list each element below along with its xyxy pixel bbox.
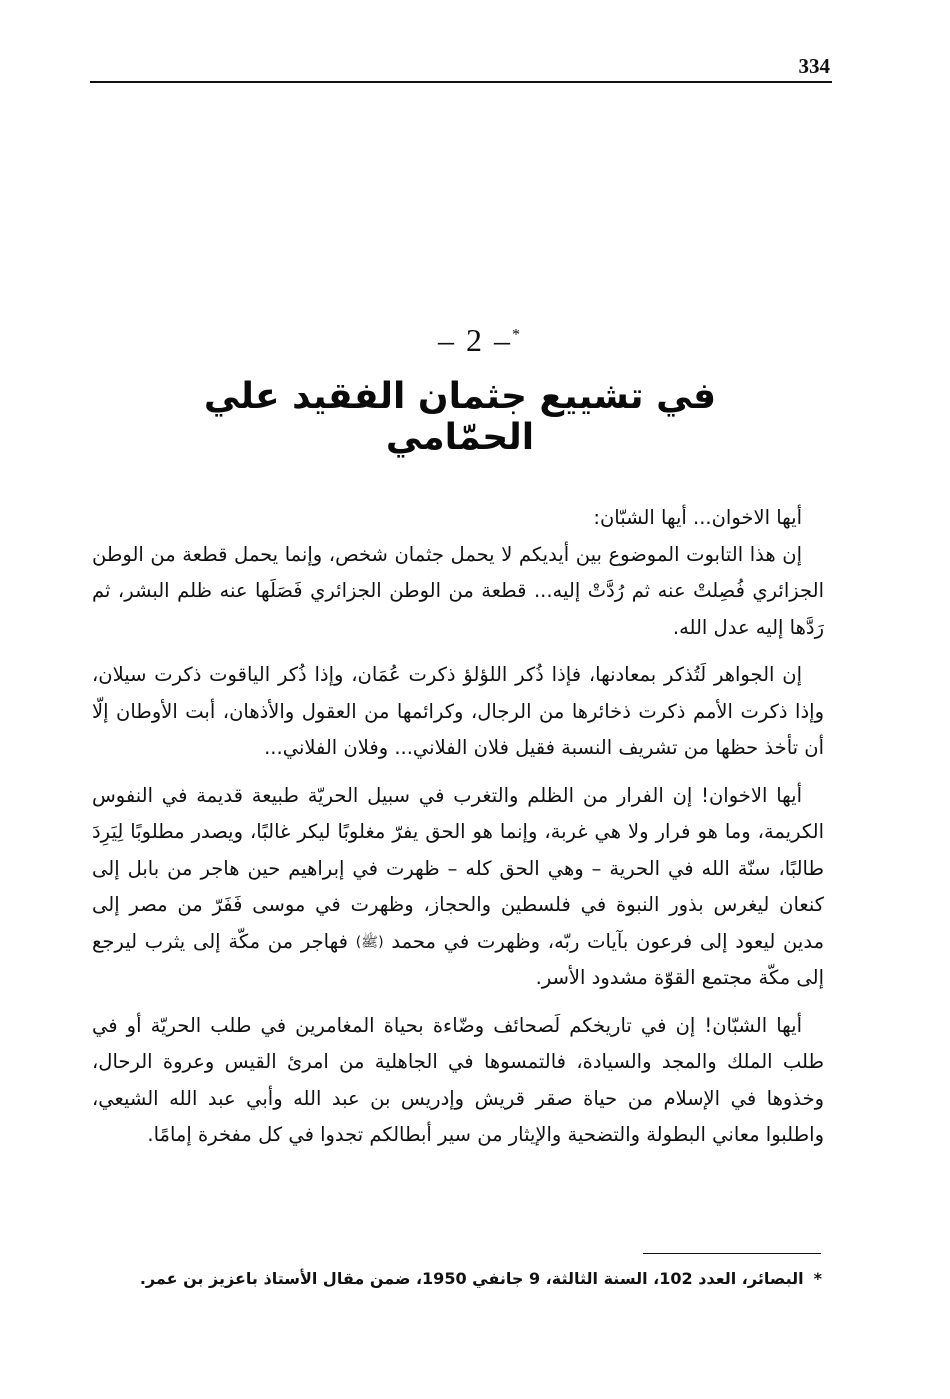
salla-symbol: (ﷺ) [355,933,384,950]
paragraph-2: إن الجواهر لَتُذكر بمعادنها، فإذا ذُكر اللؤلؤ ذكرت عُمَان، وإذا ذُكر الياقوت ذكرت سيلان، وإذا ذكرت الأمم ذكرت ذخائرها من الرجال، وكرائمها من العقول والأذهان، أبت الأوطان إلّا أن تأخذ حظها من تشريف النسبة فقيل فلان الفلاني... وفلان الفلاني... [92,663,824,759]
paragraph-3 [92,778,824,997]
footnote-marker: * [813,1269,822,1288]
header-rule [90,81,832,83]
paragraph-3-main: أيها الاخوان! إن الفرار من الظلم والتغرب في سبيل الحريّة طبيعة قديمة في النفوس الكريمة، وما هو فرار ولا هي غربة، وإنما هو الحق يفرّ مغلوبًا ليكر غالبًا، ويصدر مطلوبًا لِيَرِدَ طالبًا، سنّة الله في الحرية – وهي الحق كله – ظهرت في إبراهيم حين هاجر من بابل إلى كنعان ليغرس بذور النبوة في فلسطين والحجاز، وظهرت في موسى فَفَرّ من مصر إلى مدين ليعود إلى فرعون بآيات ربّه، وظهرت في محمد [92,783,825,953]
chapter-title: في تشييع جثمان الفقيد علي الحمّامي [203,376,717,458]
chapter-number [380,322,580,359]
greeting-line: أيها الاخوان... أيها الشبّان: [593,506,802,529]
body-text [92,500,824,1165]
page-number: 334 [798,54,830,78]
footnote-rule [643,1253,821,1254]
paragraph-3-tail: فهاجر من مكّة إلى يثرب ليرجع إلى مكّة مجتمع القوّة مشدود الأسر. [92,929,824,990]
chapter-number-label: – 2 – [438,322,512,358]
paragraph-4: أيها الشبّان! إن في تاريخكم لَصحائف وضّاءة بحياة المغامرين في طلب الحريّة أو في طلب الملك والمجد والسيادة، فالتمسوها في الجاهلية من امرئ القيس وعروة الرحال، وخذوها في الإسلام من حياة صقر قريش وإدريس بن عبد الله وأبي عبد الله الشيعي، واطلبوا معاني البطولة والتضحية والإيثار من سير أبطالكم تجدوا في كل مفخرة إمامًا. [92,1013,824,1147]
footnote [92,1266,822,1292]
paragraph-1: إن هذا التابوت الموضوع بين أيديكم لا يحمل جثمان شخص، وإنما يحمل قطعة من الوطن الجزائري فُصِلتْ عنه ثم رُدَّتْ إليه... قطعة من الوطن الجزائري فَصَلَها عنه ظلم البشر، ثم رَدَّها إليه عدل الله. [92,542,824,639]
chapter-footnote-marker: * [512,326,522,344]
footnote-text: البصائر، العدد 102، السنة الثالثة، 9 جانفي 1950، ضمن مقال الأستاذ باعزيز بن عمر. [139,1269,804,1288]
